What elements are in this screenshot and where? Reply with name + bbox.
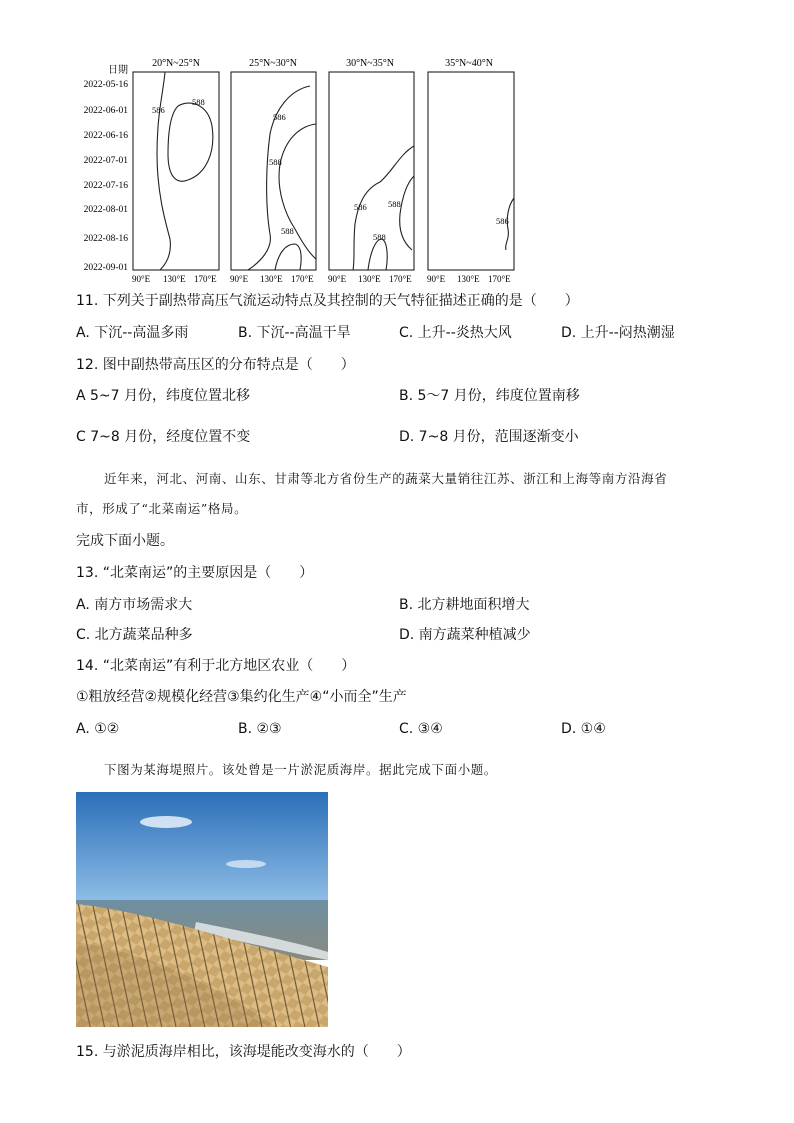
instruction: 完成下面小题。 (76, 533, 174, 549)
q12-option-b[interactable]: B. 5～7 月份，纬度位置南移 (399, 388, 580, 404)
contour-label: 588 (192, 97, 205, 107)
contour-588 (400, 176, 414, 250)
q13-option-a[interactable]: A. 南方市场需求大 (76, 597, 193, 613)
x-tick: 90°E (427, 274, 446, 284)
q14-choices: ①粗放经营②规模化经营③集约化生产④“小而全”生产 (76, 689, 407, 705)
panel-30-35N (328, 58, 414, 284)
contour-588-b (275, 244, 301, 270)
q12-option-a[interactable]: A 5~7 月份，纬度位置北移 (76, 388, 251, 404)
q13-option-b[interactable]: B. 北方耕地面积增大 (399, 597, 530, 613)
date-tick: 2022-07-01 (83, 156, 128, 166)
panel-25-30N (230, 58, 316, 284)
panel-20-25N (132, 58, 219, 284)
q15-stem: 15. 与淤泥质海岸相比，该海堤能改变海水的（ ） (76, 1044, 411, 1060)
q13-option-c[interactable]: C. 北方蔬菜品种多 (76, 627, 193, 643)
contour-588 (168, 103, 213, 181)
q11-stem: 11. 下列关于副热带高压气流运动特点及其控制的天气特征描述正确的是（ ） (76, 293, 579, 309)
q13-stem: 13. “北菜南运”的主要原因是（ ） (76, 565, 314, 581)
x-tick: 90°E (328, 274, 347, 284)
panel-frame (133, 72, 219, 270)
panel-35-40N (427, 58, 514, 284)
contour-label: 586 (354, 202, 367, 212)
q11-option-a[interactable]: A. 下沉--高温多雨 (76, 325, 189, 341)
contour-label: 586 (152, 105, 165, 115)
x-tick: 130°E (260, 274, 283, 284)
contour-label: 588 (269, 157, 282, 167)
q14-stem: 14. “北菜南运”有利于北方地区农业（ ） (76, 658, 356, 674)
q12-stem: 12. 图中副热带高压区的分布特点是（ ） (76, 357, 355, 373)
x-tick: 170°E (291, 274, 314, 284)
panel-title: 30°N~35°N (346, 58, 394, 69)
x-tick: 90°E (230, 274, 249, 284)
panel-frame (329, 72, 414, 270)
material1-line1: 近年来，河北、河南、山东、甘肃等北方省份生产的蔬菜大量销往江苏、浙江和上海等南方沿海省 (104, 471, 668, 486)
date-ticks (84, 80, 129, 273)
panel-title: 20°N~25°N (152, 58, 200, 69)
q13-option-d[interactable]: D. 南方蔬菜种植减少 (399, 627, 531, 643)
contour-label: 586 (496, 216, 509, 226)
contour-label: 588 (373, 232, 386, 242)
date-tick: 2022-07-16 (83, 181, 128, 191)
date-tick: 2022-06-16 (83, 131, 128, 141)
panel-title: 35°N~40°N (445, 58, 493, 69)
contour-586 (157, 72, 170, 270)
panel-title: 25°N~30°N (249, 58, 297, 69)
contour-label: 586 (273, 112, 286, 122)
contour-label: 588 (281, 226, 294, 236)
x-tick: 90°E (132, 274, 151, 284)
cloud (140, 816, 192, 828)
q11-option-d[interactable]: D. 上升--闷热潮湿 (561, 325, 675, 341)
q14-option-a[interactable]: A. ①② (76, 721, 120, 737)
date-tick: 2022-08-16 (83, 234, 128, 244)
panel-frame (428, 72, 514, 270)
panel-frame (231, 72, 316, 270)
date-tick: 2022-06-01 (83, 106, 128, 116)
q14-option-c[interactable]: C. ③④ (399, 721, 443, 737)
contour-588 (279, 124, 316, 259)
q12-option-c[interactable]: C 7~8 月份，经度位置不变 (76, 429, 251, 445)
x-tick: 170°E (194, 274, 217, 284)
date-tick: 2022-09-01 (83, 263, 128, 273)
q14-option-b[interactable]: B. ②③ (238, 721, 282, 737)
seawall-photo (76, 792, 328, 1027)
x-tick: 130°E (358, 274, 381, 284)
x-tick: 170°E (488, 274, 511, 284)
date-tick: 2022-08-01 (83, 205, 128, 215)
x-tick: 170°E (389, 274, 412, 284)
material1-line2: 市，形成了“北菜南运”格局。 (76, 501, 248, 516)
x-tick: 130°E (163, 274, 186, 284)
date-tick: 2022-05-16 (83, 80, 128, 90)
contour-588-b (368, 239, 387, 270)
q14-option-d[interactable]: D. ①④ (561, 721, 606, 737)
contour-label: 588 (388, 199, 401, 209)
y-axis-title: 日期 (108, 65, 128, 76)
x-tick: 130°E (457, 274, 480, 284)
q12-option-d[interactable]: D. 7~8 月份，范围逐渐变小 (399, 429, 579, 445)
cloud (226, 860, 266, 868)
q11-option-b[interactable]: B. 下沉--高温干旱 (238, 325, 351, 341)
sky (76, 792, 328, 902)
material2: 下图为某海堤照片。该处曾是一片淤泥质海岸。据此完成下面小题。 (104, 762, 498, 777)
q11-option-c[interactable]: C. 上升--炎热大风 (399, 325, 512, 341)
subtropical-high-figure (70, 54, 530, 286)
